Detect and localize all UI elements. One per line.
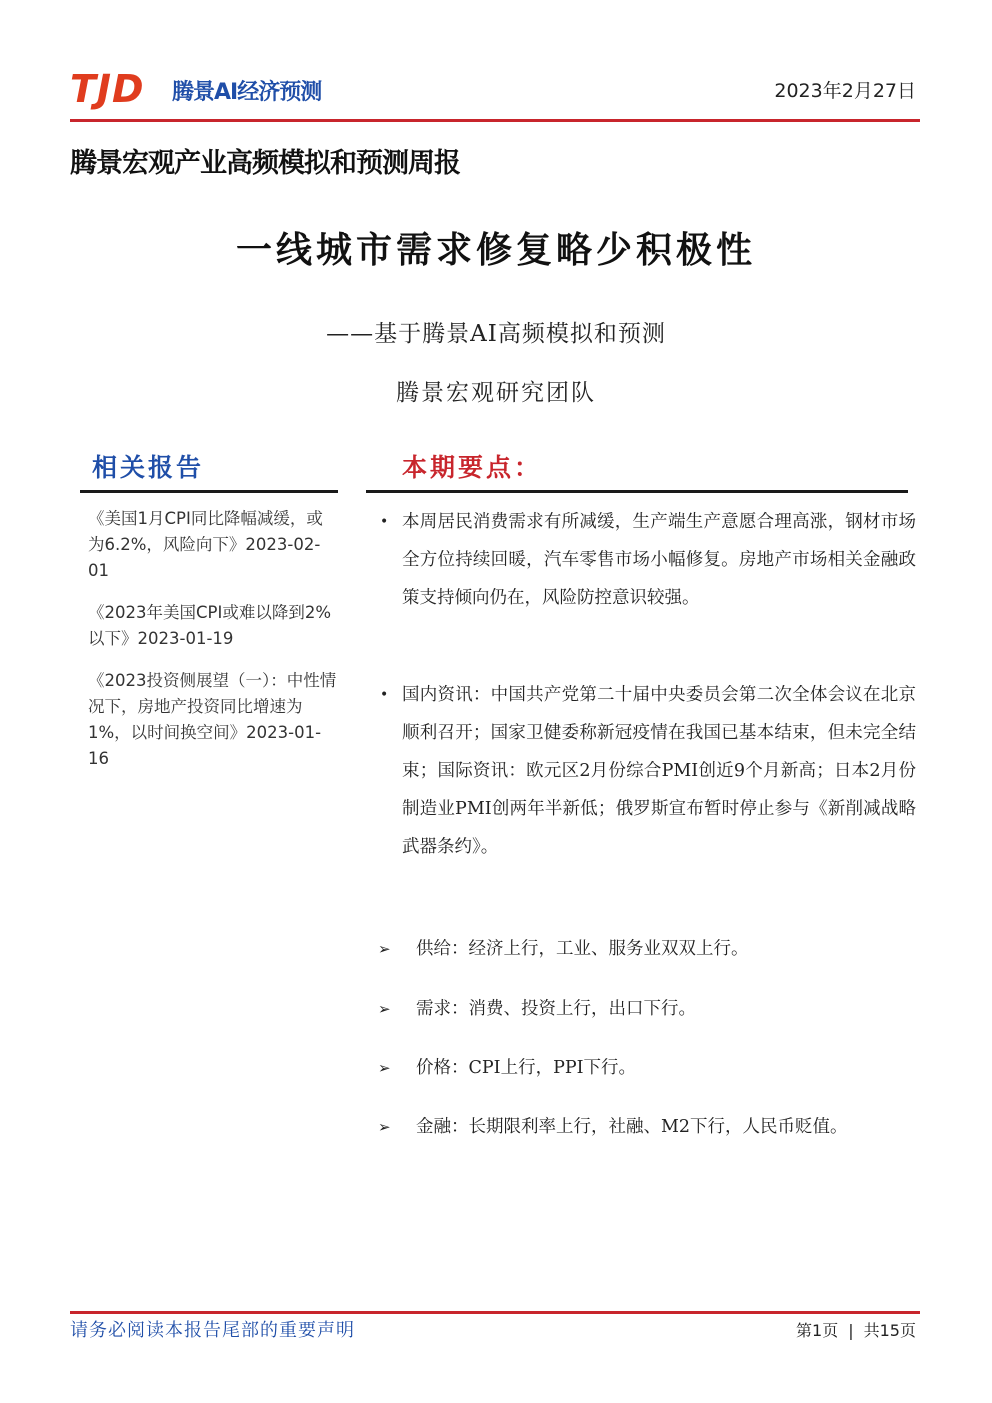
report-date: 2023年2月27日 (774, 80, 916, 102)
related-reports-divider (80, 490, 338, 493)
page-indicator (796, 1317, 916, 1345)
series-title: 腾景宏观产业高频模拟和预测周报 (70, 148, 460, 179)
arrow-bullet-icon: ➢ (378, 1000, 391, 1018)
key-point-text: 国内资讯：中国共产党第二十届中央委员会第二次全体会议在北京顺利召开；国家卫健委称新冠疫情在我国已基本结束，但未完全结束；国际资讯：欧元区2月份综合PMI创近9个月新高；日本2月份制造业PMI创两年半新低；俄罗斯宣布暂时停止参与《新削减战略武器条约》。 (402, 685, 916, 857)
sub-point-demand (378, 990, 918, 1028)
sub-point-text: 金融：长期限利率上行，社融、M2下行，人民币贬值。 (416, 1117, 848, 1137)
logo-text: 腾景AI经济预测 (172, 80, 322, 105)
related-report-link[interactable]: 《2023年美国CPI或难以降到2%以下》2023-01-19 (88, 603, 332, 648)
page-subtitle: ——基于腾景AI高频模拟和预测 (326, 321, 666, 347)
disclaimer-note: 请务必阅读本报告尾部的重要声明 (70, 1320, 355, 1341)
author-team: 腾景宏观研究团队 (396, 380, 596, 406)
related-report-link[interactable]: 《2023投资侧展望（一）：中性情况下，房地产投资同比增速为1%，以时间换空间》2023-01-16 (88, 671, 337, 768)
related-reports-heading: 相关报告 (92, 453, 205, 482)
key-points-divider (366, 490, 908, 493)
related-reports-list (88, 506, 338, 788)
sub-point-price (378, 1049, 918, 1087)
sub-point-text: 供给：经济上行，工业、服务业双双上行。 (416, 939, 749, 959)
page-title: 一线城市需求修复略少积极性 (235, 229, 756, 271)
header-divider (70, 119, 920, 122)
logo-mark-text: TJD (70, 67, 145, 111)
key-points-heading: 本期要点： (402, 453, 543, 482)
key-point (380, 676, 916, 866)
total-pages: 共15页 (863, 1321, 916, 1340)
logo-mark (70, 66, 145, 112)
sub-point-finance (378, 1108, 918, 1146)
footer-divider (70, 1311, 920, 1314)
bullet-dot-icon: • (380, 514, 389, 530)
sub-point-text: 需求：消费、投资上行，出口下行。 (416, 999, 696, 1019)
sub-point-supply (378, 930, 918, 968)
bullet-dot-icon: • (380, 687, 389, 703)
page-separator: | (848, 1321, 854, 1340)
related-report-link[interactable]: 《美国1月CPI同比降幅减缓，或为6.2%，风险向下》2023-02-01 (88, 509, 323, 580)
key-point (380, 503, 916, 617)
key-point-text: 本周居民消费需求有所减缓，生产端生产意愿合理高涨，钢材市场全方位持续回暖，汽车零售市场小幅修复。房地产市场相关金融政策支持倾向仍在，风险防控意识较强。 (402, 512, 916, 608)
current-page: 第1页 (796, 1321, 839, 1340)
arrow-bullet-icon: ➢ (378, 1059, 391, 1077)
arrow-bullet-icon: ➢ (378, 1118, 391, 1136)
sub-point-text: 价格：CPI上行，PPI下行。 (416, 1058, 637, 1078)
arrow-bullet-icon: ➢ (378, 940, 391, 958)
